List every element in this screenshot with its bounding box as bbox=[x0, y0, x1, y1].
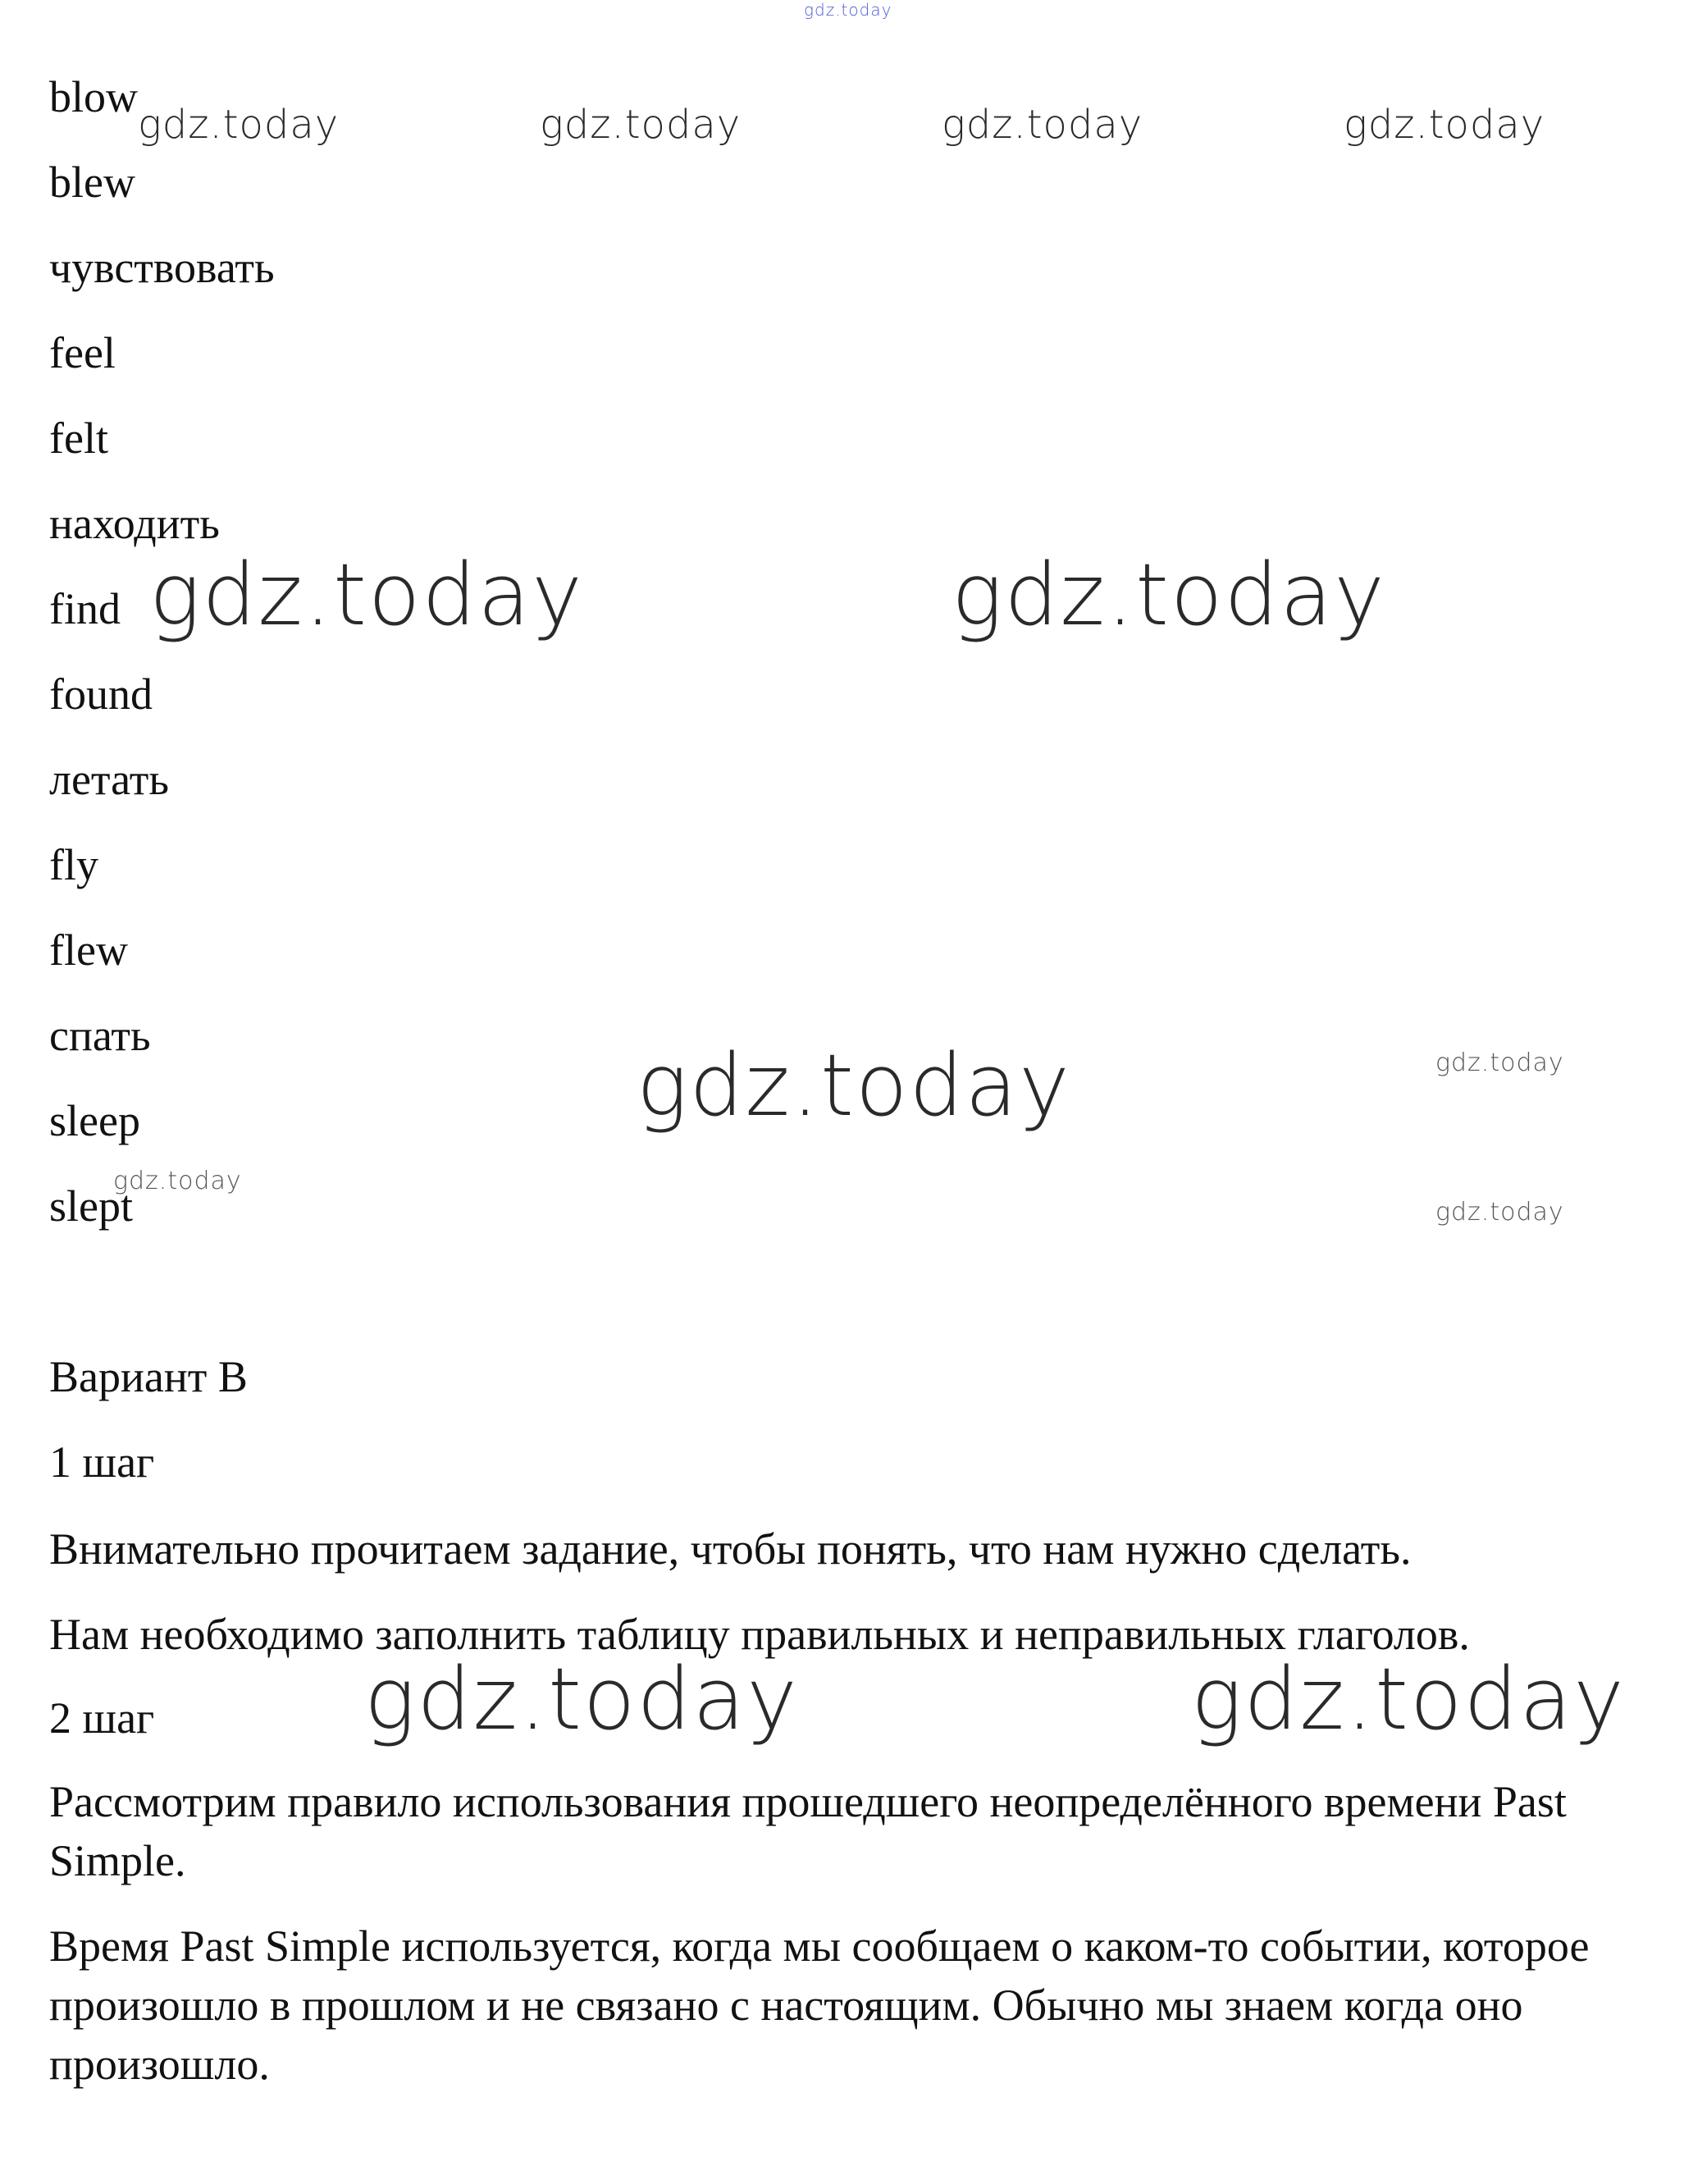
watermark: gdz.today bbox=[952, 545, 1386, 645]
watermark: gdz.today bbox=[364, 1649, 799, 1749]
watermark: gdz.today bbox=[149, 545, 584, 645]
word-item: slept bbox=[49, 1181, 133, 1231]
word-item: find bbox=[49, 584, 121, 633]
watermark: gdz.today bbox=[637, 1035, 1071, 1135]
step-label: 2 шаг bbox=[49, 1693, 155, 1743]
step1-paragraph-2: Нам необходимо заполнить таблицу правильных и неправильных глаголов. bbox=[49, 1610, 1470, 1659]
word-item: находить bbox=[49, 499, 220, 548]
word-item: flew bbox=[49, 925, 128, 975]
word-item: felt bbox=[49, 413, 108, 463]
word-item: feel bbox=[49, 328, 116, 377]
step2-paragraph-2: Время Past Simple используется, когда мы сообщаем о каком-то событии, которое произошло в прошлом и не связано с настоящим. Обычно мы знаем когда оно произошло. bbox=[49, 1921, 1590, 2089]
watermark: gdz.today bbox=[1435, 1198, 1564, 1227]
word-item: blow bbox=[49, 72, 138, 121]
word-item: летать bbox=[49, 755, 169, 804]
word-item: blew bbox=[49, 158, 135, 207]
step1-paragraph-1: Внимательно прочитаем задание, чтобы понять, что нам нужно сделать. bbox=[49, 1524, 1412, 1574]
watermark: gdz.today bbox=[1435, 1049, 1564, 1077]
word-item: fly bbox=[49, 840, 98, 889]
watermark: gdz.today bbox=[113, 1167, 242, 1195]
step2-paragraph-1: Рассмотрим правило использования прошедшего неопределённого времени Past Simple. bbox=[49, 1777, 1567, 1885]
watermark: gdz.today bbox=[138, 102, 340, 148]
word-item: чувствовать bbox=[49, 243, 275, 292]
watermark: gdz.today bbox=[540, 102, 742, 148]
word-item: found bbox=[49, 669, 153, 719]
watermark: gdz.today bbox=[942, 102, 1143, 148]
watermark: gdz.today bbox=[1344, 102, 1545, 148]
watermark-top: gdz.today bbox=[804, 0, 892, 20]
word-item: спать bbox=[49, 1011, 151, 1060]
step-label: 1 шаг bbox=[49, 1437, 155, 1487]
word-item: sleep bbox=[49, 1096, 140, 1145]
watermark: gdz.today bbox=[1191, 1649, 1626, 1749]
variant-title: Вариант B bbox=[49, 1352, 248, 1401]
